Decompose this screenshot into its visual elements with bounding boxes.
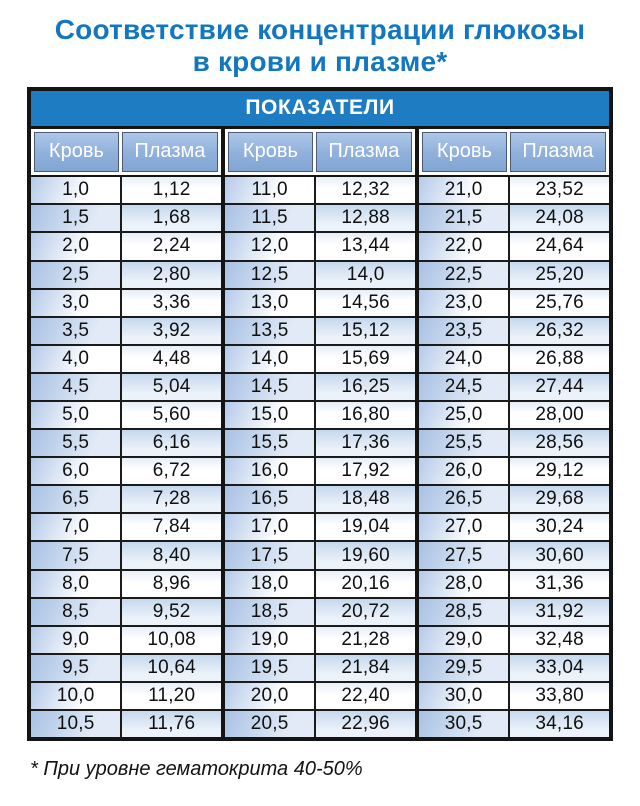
blood-value-cell: 12,5 [225,262,316,288]
table-row [225,709,415,737]
blood-value-cell: 16,0 [225,458,316,484]
column-header-row [419,129,609,177]
plasma-value-cell: 1,68 [122,205,221,231]
blood-value-cell: 11,5 [225,205,316,231]
blood-value-cell: 10,0 [31,683,122,709]
table-row [419,177,609,203]
table-row [225,428,415,456]
table-row [419,512,609,540]
blood-value-cell: 23,0 [419,290,510,316]
glucose-conversion-table [27,87,613,741]
blood-value-cell: 26,5 [419,486,510,512]
plasma-value-cell: 19,60 [316,542,415,568]
blood-value-cell: 13,5 [225,318,316,344]
blood-value-cell: 3,5 [31,318,122,344]
blood-value-cell: 13,0 [225,290,316,316]
table-row [419,456,609,484]
plasma-value-cell: 22,96 [316,711,415,737]
table-row [31,203,221,231]
blood-value-cell: 26,0 [419,458,510,484]
table-row [225,231,415,259]
blood-value-cell: 4,5 [31,374,122,400]
table-row [419,709,609,737]
column-header-blood: Кровь [228,132,313,172]
table-row [419,203,609,231]
table-row [225,653,415,681]
table-row [419,484,609,512]
plasma-value-cell: 2,80 [122,262,221,288]
plasma-value-cell: 30,60 [510,542,609,568]
table-row [225,484,415,512]
column-header-row [225,129,415,177]
plasma-value-cell: 8,96 [122,571,221,597]
table-row [31,597,221,625]
plasma-value-cell: 25,20 [510,262,609,288]
plasma-value-cell: 33,80 [510,683,609,709]
blood-value-cell: 16,5 [225,486,316,512]
plasma-value-cell: 16,25 [316,374,415,400]
plasma-value-cell: 31,36 [510,571,609,597]
blood-value-cell: 23,5 [419,318,510,344]
blood-value-cell: 20,0 [225,683,316,709]
table-row [419,428,609,456]
plasma-value-cell: 5,60 [122,402,221,428]
table-row [419,540,609,568]
table-row [31,428,221,456]
table-header-bar: ПОКАЗАТЕЛИ [31,91,609,129]
table-row [419,653,609,681]
plasma-value-cell: 7,84 [122,514,221,540]
plasma-value-cell: 2,24 [122,233,221,259]
page-title [18,14,622,77]
plasma-value-cell: 4,48 [122,346,221,372]
table-row [225,316,415,344]
plasma-value-cell: 10,08 [122,627,221,653]
blood-value-cell: 25,0 [419,402,510,428]
plasma-value-cell: 12,88 [316,205,415,231]
blood-value-cell: 15,0 [225,402,316,428]
blood-value-cell: 29,0 [419,627,510,653]
table-row [31,625,221,653]
blood-value-cell: 19,5 [225,655,316,681]
table-row [31,288,221,316]
page-title-line2: в крови и плазме* [192,45,448,77]
table-row [225,681,415,709]
plasma-value-cell: 9,52 [122,599,221,625]
table-row [31,569,221,597]
blood-value-cell: 8,5 [31,599,122,625]
blood-value-cell: 22,5 [419,262,510,288]
blood-value-cell: 20,5 [225,711,316,737]
plasma-value-cell: 29,12 [510,458,609,484]
page-title-line1: Соответствие концентрации глюкозы [54,14,586,45]
plasma-value-cell: 34,16 [510,711,609,737]
column-header-plasma: Плазма [316,132,412,172]
blood-value-cell: 28,0 [419,571,510,597]
table-row [31,484,221,512]
blood-value-cell: 21,0 [419,177,510,203]
plasma-value-cell: 26,88 [510,346,609,372]
plasma-value-cell: 27,44 [510,374,609,400]
plasma-value-cell: 28,00 [510,402,609,428]
blood-value-cell: 29,5 [419,655,510,681]
blood-value-cell: 2,0 [31,233,122,259]
table-row [31,372,221,400]
column-header-blood: Кровь [34,132,119,172]
blood-value-cell: 12,0 [225,233,316,259]
plasma-value-cell: 14,0 [316,262,415,288]
table-row [419,372,609,400]
table-row [225,203,415,231]
table-row [225,540,415,568]
table-row [225,456,415,484]
column-header-plasma: Плазма [122,132,218,172]
blood-value-cell: 18,5 [225,599,316,625]
blood-value-cell: 11,0 [225,177,316,203]
plasma-value-cell: 21,28 [316,627,415,653]
plasma-value-cell: 30,24 [510,514,609,540]
plasma-value-cell: 19,04 [316,514,415,540]
plasma-value-cell: 33,04 [510,655,609,681]
table-row [419,231,609,259]
plasma-value-cell: 10,64 [122,655,221,681]
plasma-value-cell: 24,64 [510,233,609,259]
blood-value-cell: 27,0 [419,514,510,540]
blood-value-cell: 30,0 [419,683,510,709]
table-row [419,625,609,653]
table-groups [31,129,609,737]
table-row [31,681,221,709]
blood-value-cell: 9,0 [31,627,122,653]
blood-value-cell: 6,0 [31,458,122,484]
table-row [419,597,609,625]
plasma-value-cell: 29,68 [510,486,609,512]
plasma-value-cell: 13,44 [316,233,415,259]
blood-value-cell: 6,5 [31,486,122,512]
plasma-value-cell: 21,84 [316,655,415,681]
blood-value-cell: 27,5 [419,542,510,568]
plasma-value-cell: 31,92 [510,599,609,625]
blood-value-cell: 24,0 [419,346,510,372]
plasma-value-cell: 6,72 [122,458,221,484]
table-row [225,625,415,653]
plasma-value-cell: 16,80 [316,402,415,428]
plasma-value-cell: 28,56 [510,430,609,456]
blood-value-cell: 17,5 [225,542,316,568]
plasma-value-cell: 7,28 [122,486,221,512]
table-row [225,177,415,203]
table-row [225,569,415,597]
plasma-value-cell: 5,04 [122,374,221,400]
table-row [419,316,609,344]
plasma-value-cell: 18,48 [316,486,415,512]
table-row [225,512,415,540]
blood-value-cell: 2,5 [31,262,122,288]
blood-value-cell: 19,0 [225,627,316,653]
table-row [225,344,415,372]
plasma-value-cell: 20,72 [316,599,415,625]
blood-value-cell: 9,5 [31,655,122,681]
table-row [31,231,221,259]
plasma-value-cell: 15,69 [316,346,415,372]
table-row [31,400,221,428]
blood-value-cell: 25,5 [419,430,510,456]
plasma-value-cell: 3,36 [122,290,221,316]
blood-value-cell: 24,5 [419,374,510,400]
table-row [225,400,415,428]
table-row [225,372,415,400]
blood-value-cell: 22,0 [419,233,510,259]
table-row [419,400,609,428]
plasma-value-cell: 1,12 [122,177,221,203]
table-row [31,260,221,288]
table-row [419,681,609,709]
blood-value-cell: 7,0 [31,514,122,540]
footnote: * При уровне гематокрита 40-50% [30,758,363,781]
plasma-value-cell: 3,92 [122,318,221,344]
table-row [419,288,609,316]
plasma-value-cell: 25,76 [510,290,609,316]
plasma-value-cell: 20,16 [316,571,415,597]
blood-value-cell: 15,5 [225,430,316,456]
table-row [31,456,221,484]
blood-value-cell: 18,0 [225,571,316,597]
blood-value-cell: 1,5 [31,205,122,231]
plasma-value-cell: 15,12 [316,318,415,344]
blood-value-cell: 10,5 [31,711,122,737]
table-row [419,260,609,288]
blood-value-cell: 1,0 [31,177,122,203]
column-header-row [31,129,221,177]
blood-value-cell: 14,5 [225,374,316,400]
table-row [225,597,415,625]
table-group-3 [419,129,609,737]
table-row [31,709,221,737]
plasma-value-cell: 6,16 [122,430,221,456]
blood-value-cell: 5,0 [31,402,122,428]
table-row [31,512,221,540]
column-header-blood: Кровь [422,132,507,172]
plasma-value-cell: 23,52 [510,177,609,203]
table-row [31,540,221,568]
plasma-value-cell: 24,08 [510,205,609,231]
blood-value-cell: 28,5 [419,599,510,625]
plasma-value-cell: 8,40 [122,542,221,568]
plasma-value-cell: 11,76 [122,711,221,737]
blood-value-cell: 17,0 [225,514,316,540]
plasma-value-cell: 17,92 [316,458,415,484]
column-header-plasma: Плазма [510,132,606,172]
blood-value-cell: 5,5 [31,430,122,456]
table-row [419,344,609,372]
table-row [31,177,221,203]
plasma-value-cell: 12,32 [316,177,415,203]
plasma-value-cell: 14,56 [316,290,415,316]
plasma-value-cell: 32,48 [510,627,609,653]
plasma-value-cell: 26,32 [510,318,609,344]
blood-value-cell: 4,0 [31,346,122,372]
table-row [225,288,415,316]
table-row [31,344,221,372]
blood-value-cell: 21,5 [419,205,510,231]
table-group-1 [31,129,225,737]
table-row [225,260,415,288]
plasma-value-cell: 22,40 [316,683,415,709]
plasma-value-cell: 11,20 [122,683,221,709]
table-row [419,569,609,597]
table-row [31,316,221,344]
blood-value-cell: 7,5 [31,542,122,568]
table-group-2 [225,129,419,737]
plasma-value-cell: 17,36 [316,430,415,456]
blood-value-cell: 3,0 [31,290,122,316]
table-row [31,653,221,681]
blood-value-cell: 8,0 [31,571,122,597]
blood-value-cell: 30,5 [419,711,510,737]
blood-value-cell: 14,0 [225,346,316,372]
